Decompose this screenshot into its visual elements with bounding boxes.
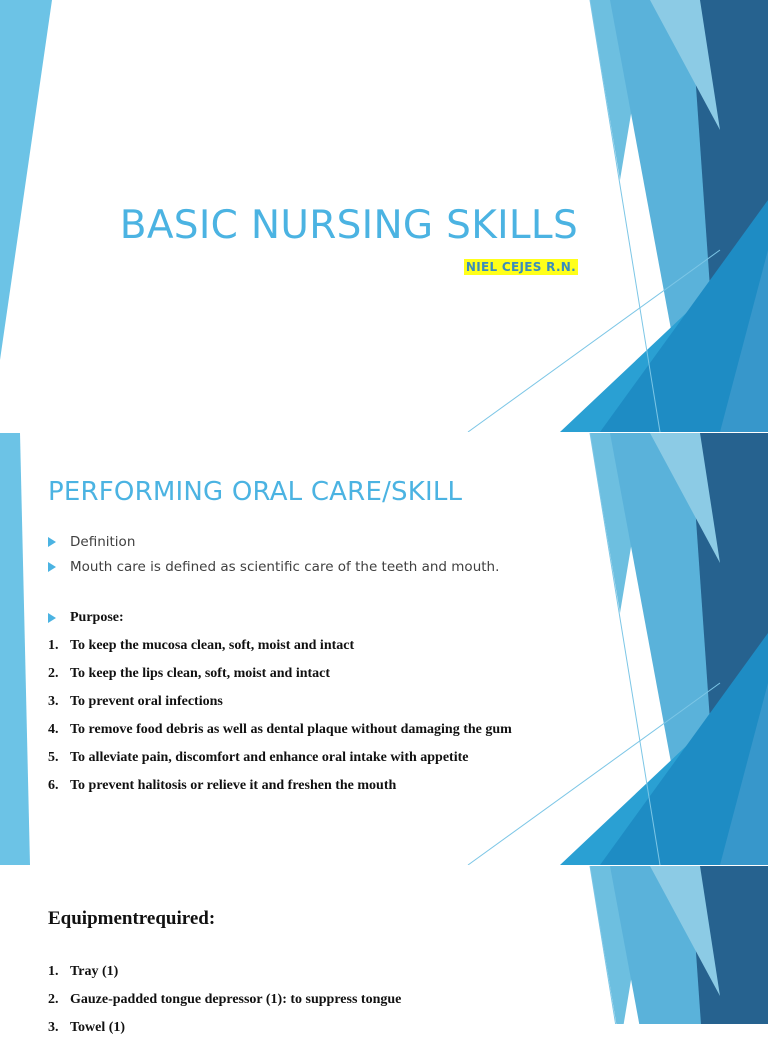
list-item [48,1014,401,1042]
item-text: To prevent oral infections [70,694,223,709]
list-item [48,632,512,660]
list-item [48,688,512,716]
item-text: To remove food debris as well as dental plaque without damaging the gum [70,722,512,737]
bullet-triangle-icon [48,537,56,547]
purpose-list [48,632,512,800]
item-text: To keep the lips clean, soft, moist and intact [70,666,331,681]
item-number: 5. [48,750,59,765]
list-item [48,660,512,688]
presentation-title: BASIC NURSING SKILLS [119,203,578,248]
title-slide [0,0,768,432]
item-text: To prevent halitosis or relieve it and freshen the mouth [70,778,397,793]
item-number: 2. [48,666,59,681]
author-subtitle: NIEL CEJES R.N. [465,260,576,274]
list-item [48,958,401,986]
item-number: 6. [48,778,59,793]
bullet-triangle-icon [48,613,56,623]
bullet-text: Mouth care is defined as scientific care of the teeth and mouth. [70,559,500,575]
bullet-text: Definition [70,534,136,550]
equipment-title: Equipmentrequired: [48,908,216,929]
item-text: Tray (1) [70,964,119,979]
bullet-triangle-icon [48,562,56,572]
item-number: 1. [48,638,59,653]
item-number: 1. [48,964,59,979]
list-item [48,716,512,744]
slide-title: PERFORMING ORAL CARE/SKILL [48,477,463,507]
item-number: 3. [48,694,59,709]
item-text: Towel (1) [70,1020,126,1035]
list-item [48,744,512,772]
list-item [48,772,512,800]
item-number: 4. [48,722,59,737]
purpose-label: Purpose: [70,610,124,625]
item-text: Gauze-padded tongue depressor (1): to suppress tongue [70,992,402,1007]
bullet-mouth-care [48,559,499,575]
item-text: To keep the mucosa clean, soft, moist and intact [70,638,355,653]
item-number: 2. [48,992,59,1007]
bullet-definition [48,534,135,550]
item-number: 3. [48,1020,59,1035]
list-item [48,986,401,1014]
equipment-list [48,958,401,1042]
item-text: To alleviate pain, discomfort and enhance oral intake with appetite [70,750,469,765]
bullet-purpose [48,610,124,626]
